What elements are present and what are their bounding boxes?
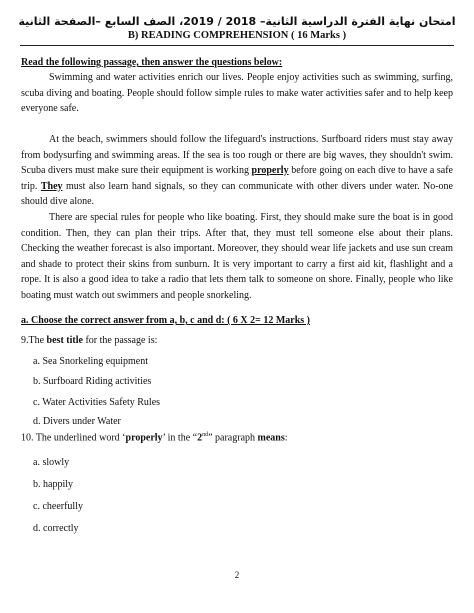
q9-option-a: a. Sea Snorkeling equipment bbox=[33, 356, 148, 367]
q10-bold-2: 2 bbox=[197, 432, 203, 444]
q10-mid2: ” paragraph bbox=[208, 432, 258, 444]
q9-post: for the passage is: bbox=[82, 335, 158, 346]
passage-paragraph-2 bbox=[21, 132, 453, 210]
q10-option-d: d. correctly bbox=[33, 523, 79, 534]
page-number: 2 bbox=[234, 570, 240, 580]
p2-text-a: At the beach, swimmers should follow the lifeguard's instructions. Surfboard riders must stay away from bodysurfing and swimming areas. If the sea is too rough or there are big waves, they shouldn't swim. Scuba divers must make sure their equipment is working bbox=[21, 134, 453, 176]
q10-mid: ’ in the “ bbox=[162, 432, 198, 444]
q9-bold: best title bbox=[46, 335, 83, 346]
passage-paragraph-3: There are special rules for people who like boating. First, they should make sure the boat is in good condition. Then, they can plan their trips. After that, they must tell someone else about their plans. Checking the weather forecast is also important. Moreover, they should wear life jackets and use sun cream and shade to protect their skins from sunburn. It is very important to carry a first aid kit, flashlight and a rope. It is also a good idea to take a radio that lets them talk to someone on shore. Finally, people who like boating must watch out swimmers and people snorkeling. bbox=[21, 212, 453, 301]
p2-text-c: must also learn hand signals, so they can communicate with other divers under water. No-one should dive alone. bbox=[21, 180, 453, 207]
q10-bold-means: means bbox=[257, 432, 285, 444]
q9-option-c: c. Water Activities Safety Rules bbox=[33, 397, 161, 408]
section-a-heading: a. Choose the correct answer from a, b, c and d: ( 6 X 2= 12 Marks ) bbox=[21, 315, 310, 326]
q10-pre: 10. The underlined word ‘ bbox=[21, 432, 126, 444]
arabic-header: امتحان نهاية الفترة الدراسية الثانية– 2018 / 2019، الصف السابع –الصفحة الثانية bbox=[18, 15, 456, 28]
q10-sup: nd bbox=[202, 432, 209, 438]
header-divider bbox=[20, 45, 454, 46]
underlined-word-properly: properly bbox=[251, 165, 289, 176]
instruction: Read the following passage, then answer the questions below: bbox=[21, 57, 283, 68]
question-9 bbox=[21, 335, 157, 346]
q9-number: 9. bbox=[21, 335, 29, 346]
q10-option-b: b. happily bbox=[33, 479, 73, 490]
question-10 bbox=[21, 432, 288, 443]
q10-bold-properly: properly bbox=[125, 432, 163, 444]
q10-option-a: a. slowly bbox=[33, 457, 70, 468]
passage-paragraph-1: Swimming and water activities enrich our lives. People enjoy activities such as swimming, surfing, scuba diving and boating. People should follow simple rules to make water activities safer and to help keep everyone safe. bbox=[21, 72, 453, 114]
q9-option-b: b. Surfboard Riding activities bbox=[33, 376, 152, 387]
p2-text-b: before going on each dive to have a safe trip. bbox=[21, 165, 453, 192]
q9-pre: The bbox=[28, 335, 47, 346]
q10-post: : bbox=[284, 432, 288, 444]
q9-option-d: d. Divers under Water bbox=[33, 416, 121, 427]
q10-option-c: c. cheerfully bbox=[33, 501, 83, 512]
section-title: B) READING COMPREHENSION ( 16 Marks ) bbox=[127, 30, 347, 41]
underlined-word-they: They bbox=[40, 180, 63, 192]
